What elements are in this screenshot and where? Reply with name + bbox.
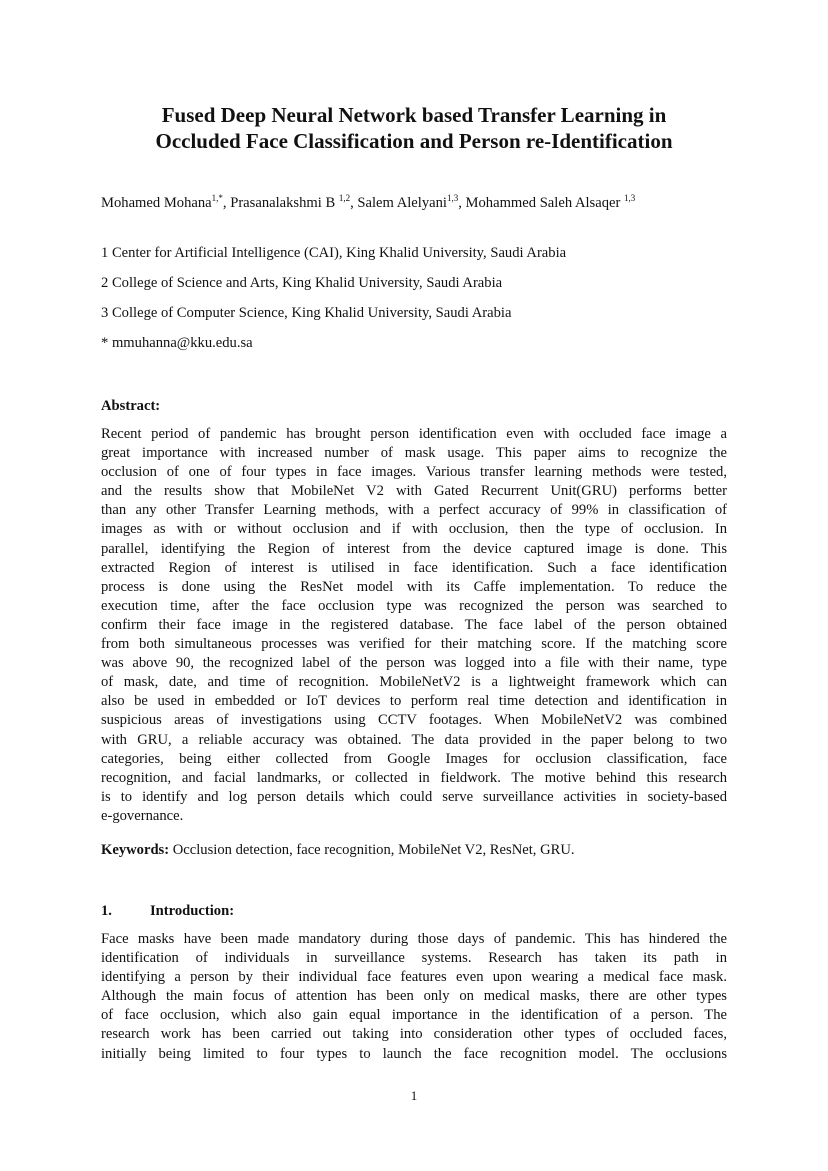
text-line: categories, being either collected from Google Images for occlusion classification, face (101, 750, 727, 767)
introduction-body (101, 930, 727, 1064)
text-line: Recent period of pandemic has brought person identification even with occluded face image a (101, 426, 727, 442)
author-affiliation-mark: 1,2 (338, 193, 351, 203)
text-line: and the results show that MobileNet V2 with Gated Recurrent Unit(GRU) performs better (101, 483, 727, 500)
author-affiliation-mark: 1,* (211, 193, 223, 203)
author-separator: , (350, 195, 358, 211)
text-line: great importance with increased number of mask usage. This paper aims to recognize the (101, 445, 727, 462)
text-line: with GRU, a reliable accuracy was obtained. The data provided in the paper belong to two (101, 731, 727, 748)
author-separator: , (222, 195, 231, 211)
title-line-1: Fused Deep Neural Network based Transfer Learning in (161, 103, 667, 127)
text-line: Although the main focus of attention has been only on medical masks, there are other types (101, 988, 727, 1005)
text-line: images as with or without occlusion and if with occlusion, then the type of occlusion. In (101, 521, 727, 538)
page-number: 1 (410, 1088, 418, 1103)
text-line: initially being limited to four types to launch the face recognition model. The occlusions (101, 1045, 727, 1062)
text-line: identification of individuals in surveillance systems. Research has taken its path in (101, 950, 727, 967)
text-line: of mask, date, and time of recognition. MobileNetV2 is a lightweight framework which can (101, 674, 727, 691)
author-name: Mohammed Saleh Alsaqer (465, 195, 624, 211)
text-line: is to identify and log person details which could serve surveillance activities in society-based (101, 788, 727, 805)
text-line: execution time, after the face occlusion type was recognized the person was searched to (101, 597, 727, 614)
author-affiliation-mark: 1,3 (624, 193, 636, 203)
author-list (101, 194, 635, 212)
section-title: Introduction: (150, 903, 235, 919)
text-line: occlusion of one of four types in face images. Various transfer learning methods were tested, (101, 464, 727, 481)
text-line: than any other Transfer Learning methods, with a perfect accuracy of 99% in classification of (101, 502, 727, 519)
text-line: from both simultaneous processes was verified for their matching score. If the matching score (101, 636, 727, 653)
abstract-body (101, 425, 727, 826)
section-number: 1. (101, 903, 112, 919)
affiliation-2: 2 College of Science and Arts, King Khalid University, Saudi Arabia (101, 275, 503, 291)
text-line: extracted Region of interest is utilised in face identification. Such a face identification (101, 559, 727, 576)
keywords-text: Occlusion detection, face recognition, MobileNet V2, ResNet, GRU. (169, 842, 575, 858)
text-line: identifying a person by their individual face features even upon wearing a medical face mask. (101, 969, 727, 986)
keywords-line (101, 841, 575, 859)
text-line: e-governance. (101, 807, 184, 824)
introduction-heading (101, 902, 234, 920)
paper-title (60, 102, 768, 154)
affiliation-3: 3 College of Computer Science, King Khalid University, Saudi Arabia (101, 305, 512, 321)
text-line: research work has been carried out taking into consideration other types of occluded faces, (101, 1026, 727, 1043)
corresponding-email: * mmuhanna@kku.edu.sa (101, 335, 253, 351)
author-name: Salem Alelyani (357, 195, 447, 211)
text-line: of face occlusion, which also gain equal importance in the identification of a person. The (101, 1007, 727, 1024)
title-line-2: Occluded Face Classification and Person re-Identification (155, 129, 673, 153)
author-affiliation-mark: 1,3 (446, 193, 459, 203)
text-line: process is done using the ResNet model with its Caffe implementation. To reduce the (101, 578, 727, 595)
author-name: Mohamed Mohana (101, 195, 212, 211)
text-line: was above 90, the recognized label of the person was logged into a file with their name, type (101, 655, 727, 672)
text-line: parallel, identifying the Region of interest from the device captured image is done. This (101, 540, 727, 557)
text-line: confirm their face image in the registered database. The face label of the person obtained (101, 616, 727, 633)
affiliation-1: 1 Center for Artificial Intelligence (CAI), King Khalid University, Saudi Arabia (101, 245, 567, 261)
text-line: also be used in embedded or IoT devices to perform real time detection and identification in (101, 693, 727, 710)
text-line: suspicious areas of investigations using CCTV footages. When MobileNetV2 was combined (101, 712, 727, 729)
keywords-label: Keywords: (101, 842, 170, 858)
author-separator: , (458, 195, 466, 211)
text-line: Face masks have been made mandatory during those days of pandemic. This has hindered the (101, 931, 727, 947)
abstract-heading: Abstract: (101, 398, 161, 414)
text-line: recognition, and facial landmarks, or collected in fieldwork. The motive behind this research (101, 769, 727, 786)
author-name: Prasanalakshmi B (230, 195, 339, 211)
